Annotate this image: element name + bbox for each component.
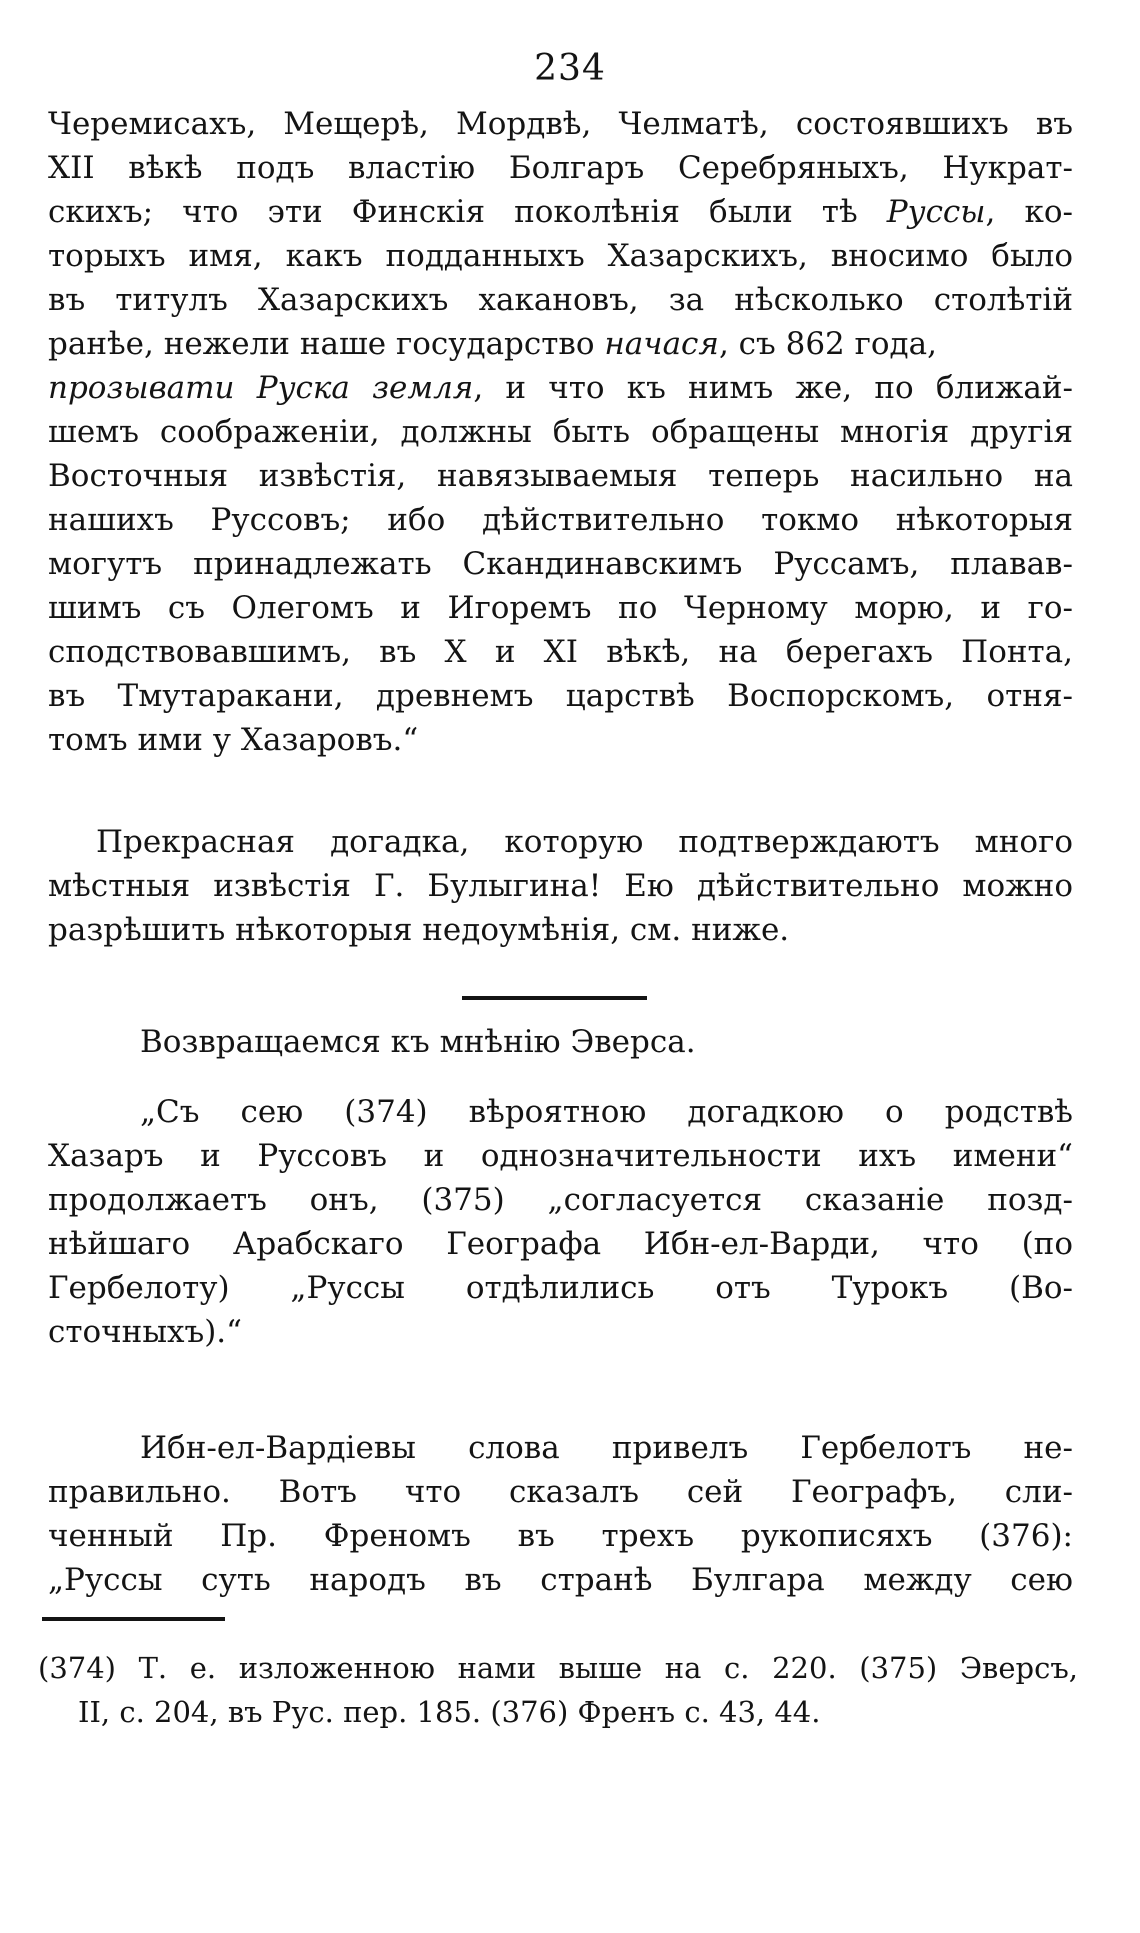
text-line: шемъ соображенiи, должны быть обращены многiя другiя [48,414,1073,450]
text-line: томъ ими у Хазаровъ.“ [48,722,419,758]
footnote-divider [42,1617,225,1621]
text-line: Восточныя извѣстiя, навязываемыя теперь насильно на [48,458,1073,494]
text-line: мѣстныя извѣстiя Г. Булыгина! Ею дѣйствительно можно [48,868,1073,904]
text-line: въ титулъ Хазарскихъ хакановъ, за нѣсколько столѣтiй [48,282,1073,318]
text-line: въ Тмутаракани, древнемъ царствѣ Воспорскомъ, отня- [48,678,1073,714]
page-number: 234 [534,48,606,89]
text-line [48,322,1073,366]
footnote-line: II, с. 204, въ Рус. пер. 185. (376) Френъ с. 43, 44. [78,1695,821,1729]
text-line [48,190,1073,234]
text-line [48,366,1073,410]
text-run: , ко- [985,194,1073,230]
text-line: нашихъ Руссовъ; ибо дѣйствительно токмо нѣкоторыя [48,502,1073,538]
italic-text: Руссы [886,194,986,230]
text-line: Ибн-ел-Вардiевы слова привелъ Гербелотъ не- [140,1430,1073,1466]
text-run: , съ 862 года, [718,326,937,362]
text-line: Хазаръ и Руссовъ и однозначительности ихъ имени“ [48,1138,1073,1174]
text-line: шимъ съ Олегомъ и Игоремъ по Черному морю, и го- [48,590,1073,626]
text-line: „Съ сею (374) вѣроятною догадкою о родствѣ [140,1094,1073,1130]
text-line: торыхъ имя, какъ подданныхъ Хазарскихъ, вносимо было [48,238,1073,274]
text-line: сточныхъ).“ [48,1314,243,1350]
text-line: разрѣшить нѣкоторыя недоумѣнiя, см. ниже. [48,912,790,948]
text-run: , и что къ нимъ же, по ближай- [473,370,1073,406]
section-divider [462,996,647,1000]
text-line: нѣйшаго Арабскаго Географа Ибн-ел-Варди, что (по [48,1226,1073,1262]
text-line: XII вѣкѣ подъ властiю Болгаръ Серебряныхъ, Нукрат- [48,150,1073,186]
italic-text: прозывати Руска земля [48,370,474,406]
text-line: „Руссы суть народъ въ странѣ Булгара между сею [48,1562,1073,1598]
text-line: сподствовавшимъ, въ X и XI вѣкѣ, на берегахъ Понта, [48,634,1073,670]
text-run: скихъ; что эти Финскiя поколѣнiя были тѣ [48,194,858,230]
text-line: ченный Пр. Френомъ въ трехъ рукописяхъ (376): [48,1518,1073,1554]
text-line: Прекрасная догадка, которую подтверждаютъ много [96,824,1073,860]
italic-text: начася [604,326,719,362]
text-line: продолжаетъ онъ, (375) „согласуется сказанiе позд- [48,1182,1073,1218]
text-line: Черемисахъ, Мещерѣ, Мордвѣ, Челматѣ, состоявшихъ въ [48,106,1073,142]
text-line: правильно. Вотъ что сказалъ сей Географъ, сли- [48,1474,1073,1510]
text-line: Гербелоту) „Руссы отдѣлились отъ Турокъ (Во- [48,1270,1073,1306]
text-line: Возвращаемся къ мнѣнiю Эверса. [140,1024,696,1060]
text-line: могутъ принадлежать Скандинавскимъ Руссамъ, плавав- [48,546,1073,582]
footnote-line: (374) Т. е. изложенною нами выше на с. 220. (375) Эверсъ, [38,1651,1078,1685]
text-run: ранѣе, нежели наше государство [48,326,595,362]
